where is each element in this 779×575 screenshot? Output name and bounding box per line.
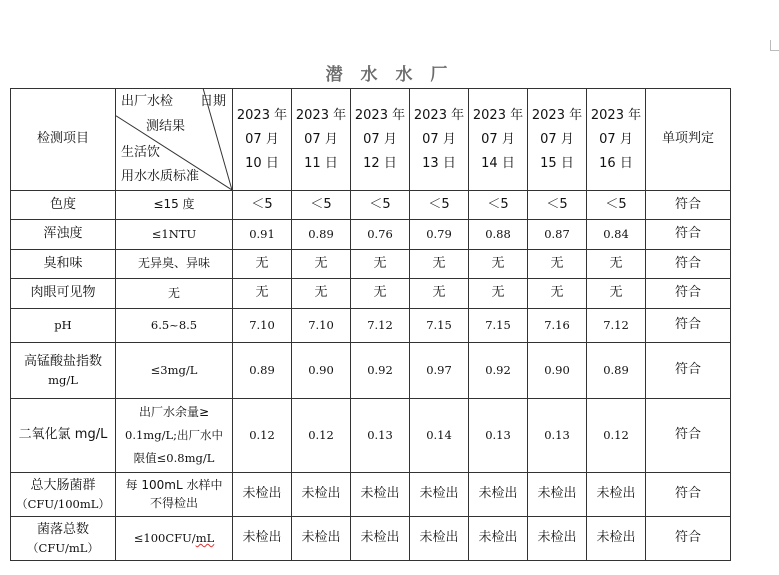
- row-value: 未检出: [410, 473, 469, 517]
- row-value: 无: [469, 250, 528, 279]
- row-value: 0.84: [587, 220, 646, 250]
- row-verdict: 符合: [646, 279, 731, 309]
- row-value: 未检出: [528, 517, 587, 561]
- date-col-1: 2023 年 07 月 10 日: [233, 89, 292, 191]
- row-value: 0.90: [528, 343, 587, 399]
- row-standard: 出厂水余量≥ 0.1mg/L;出厂水中 限值≤0.8mg/L: [116, 399, 233, 473]
- diag-mid: 测结果: [146, 119, 186, 134]
- table-row: [11, 309, 731, 343]
- row-value: 0.90: [292, 343, 351, 399]
- header-row: [11, 89, 731, 191]
- row-verdict: 符合: [646, 250, 731, 279]
- row-value: 7.10: [292, 309, 351, 343]
- row-value: 0.92: [351, 343, 410, 399]
- row-value: 0.13: [528, 399, 587, 473]
- date-col-3: 2023 年 07 月 12 日: [351, 89, 410, 191]
- date-col-4: 2023 年 07 月 13 日: [410, 89, 469, 191]
- row-standard: 6.5~8.5: [116, 309, 233, 343]
- table-row: [11, 250, 731, 279]
- row-value: 0.92: [469, 343, 528, 399]
- row-value: 0.12: [587, 399, 646, 473]
- header-item-label: 检测项目: [11, 89, 116, 191]
- row-value: 未检出: [528, 473, 587, 517]
- row-value: 无: [587, 250, 646, 279]
- row-item: 色度: [11, 191, 116, 220]
- row-value: 无: [233, 279, 292, 309]
- row-value: 0.12: [233, 399, 292, 473]
- row-value: ＜5: [292, 191, 351, 220]
- row-value: 无: [292, 279, 351, 309]
- row-value: 0.13: [351, 399, 410, 473]
- row-verdict: 符合: [646, 473, 731, 517]
- row-value: ＜5: [233, 191, 292, 220]
- row-value: 未检出: [351, 517, 410, 561]
- row-value: 无: [469, 279, 528, 309]
- row-value: 0.12: [292, 399, 351, 473]
- table-row: [11, 220, 731, 250]
- row-value: 无: [351, 250, 410, 279]
- row-value: 0.87: [528, 220, 587, 250]
- row-value: ＜5: [410, 191, 469, 220]
- table-row: [11, 343, 731, 399]
- table-row: [11, 473, 731, 517]
- row-verdict: 符合: [646, 343, 731, 399]
- row-value: 7.15: [469, 309, 528, 343]
- water-quality-table: [10, 88, 731, 561]
- row-value: 0.89: [233, 343, 292, 399]
- row-value: 未检出: [587, 473, 646, 517]
- row-value: ＜5: [528, 191, 587, 220]
- row-standard: 无异臭、异味: [116, 250, 233, 279]
- row-value: 未检出: [292, 517, 351, 561]
- row-value: 0.97: [410, 343, 469, 399]
- row-value: 0.14: [410, 399, 469, 473]
- row-standard: ≤100CFU/mL: [116, 517, 233, 561]
- row-value: 7.16: [528, 309, 587, 343]
- table-row: [11, 517, 731, 561]
- row-value: 0.91: [233, 220, 292, 250]
- row-standard: ≤3mg/L: [116, 343, 233, 399]
- row-value: 未检出: [233, 473, 292, 517]
- row-verdict: 符合: [646, 309, 731, 343]
- table-row: [11, 279, 731, 309]
- diag-top-left: 出厂水检: [121, 94, 174, 109]
- page-title: 潜 水 水 厂: [325, 65, 454, 85]
- row-value: 无: [587, 279, 646, 309]
- row-value: 7.15: [410, 309, 469, 343]
- row-value: 无: [292, 250, 351, 279]
- date-col-5: 2023 年 07 月 14 日: [469, 89, 528, 191]
- diag-top-right: 日期: [199, 94, 226, 109]
- row-verdict: 符合: [646, 191, 731, 220]
- diag-bottom-2: 用水水质标准: [121, 169, 200, 184]
- row-value: 7.12: [351, 309, 410, 343]
- row-value: 无: [233, 250, 292, 279]
- row-value: 未检出: [292, 473, 351, 517]
- row-verdict: 符合: [646, 399, 731, 473]
- row-value: 无: [528, 250, 587, 279]
- row-value: 0.79: [410, 220, 469, 250]
- date-col-2: 2023 年 07 月 11 日: [292, 89, 351, 191]
- row-value: ＜5: [351, 191, 410, 220]
- row-value: 0.13: [469, 399, 528, 473]
- row-value: 0.76: [351, 220, 410, 250]
- row-value: 0.88: [469, 220, 528, 250]
- row-value: 未检出: [351, 473, 410, 517]
- corner-mark: [770, 40, 779, 51]
- row-item: 高锰酸盐指数 mg/L: [11, 343, 116, 399]
- row-standard: ≤15 度: [116, 191, 233, 220]
- row-value: 0.89: [292, 220, 351, 250]
- row-value: ＜5: [587, 191, 646, 220]
- row-standard: ≤1NTU: [116, 220, 233, 250]
- row-value: 未检出: [233, 517, 292, 561]
- row-item: 二氧化氯 mg/L: [11, 399, 116, 473]
- row-standard: 无: [116, 279, 233, 309]
- row-item: 肉眼可见物: [11, 279, 116, 309]
- row-value: 未检出: [469, 473, 528, 517]
- row-value: 无: [351, 279, 410, 309]
- row-item: 臭和味: [11, 250, 116, 279]
- row-item: 菌落总数 （CFU/mL）: [11, 517, 116, 561]
- header-diagonal-cell: [116, 89, 233, 191]
- row-value: ＜5: [469, 191, 528, 220]
- row-value: 未检出: [469, 517, 528, 561]
- row-item: 浑浊度: [11, 220, 116, 250]
- header-verdict-label: 单项判定: [646, 89, 731, 191]
- diag-bottom-1: 生活饮: [121, 145, 161, 160]
- row-value: 无: [410, 250, 469, 279]
- row-item: pH: [11, 309, 116, 343]
- table-row: [11, 191, 731, 220]
- row-value: 未检出: [410, 517, 469, 561]
- row-value: 7.10: [233, 309, 292, 343]
- row-verdict: 符合: [646, 517, 731, 561]
- row-standard: 每 100mL 水样中 不得检出: [116, 473, 233, 517]
- row-value: 无: [528, 279, 587, 309]
- row-value: 0.89: [587, 343, 646, 399]
- row-verdict: 符合: [646, 220, 731, 250]
- date-col-7: 2023 年 07 月 16 日: [587, 89, 646, 191]
- row-value: 无: [410, 279, 469, 309]
- row-item: 总大肠菌群 （CFU/100mL）: [11, 473, 116, 517]
- row-value: 未检出: [587, 517, 646, 561]
- row-value: 7.12: [587, 309, 646, 343]
- date-col-6: 2023 年 07 月 15 日: [528, 89, 587, 191]
- table-row: [11, 399, 731, 473]
